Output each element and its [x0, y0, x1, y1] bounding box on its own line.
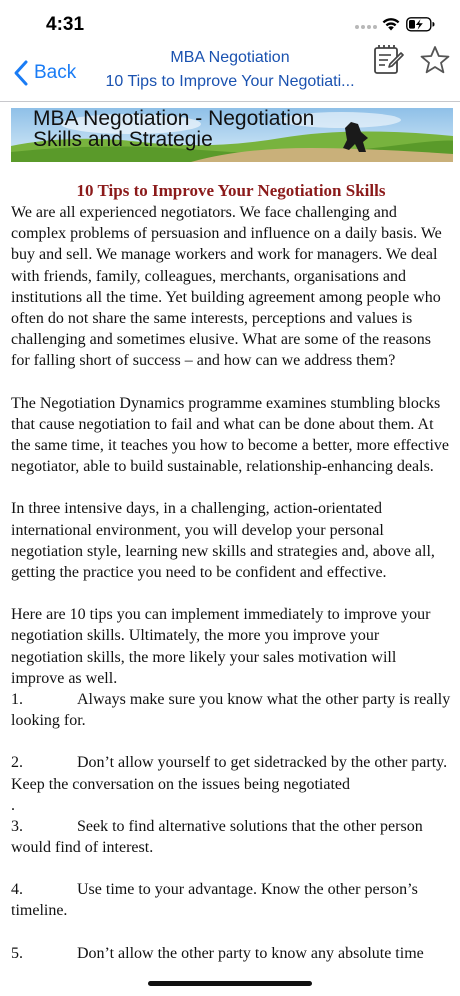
tip-text: Don’t allow yourself to get sidetracked by the other party. Keep the conversation on the issues being negotiated — [11, 754, 448, 793]
article-title: 10 Tips to Improve Your Negotiation Skills — [76, 181, 386, 200]
banner-line1: MBA Negotiation - Negotiation — [33, 108, 315, 130]
tip-item — [11, 689, 451, 731]
tip-number: 5. — [11, 944, 23, 962]
tip-number: 3. — [11, 817, 23, 835]
stray-dot: . — [11, 796, 15, 814]
banner-line2: Skills and Strategie — [33, 128, 213, 151]
tip-number: 2. — [11, 754, 23, 772]
edit-note-icon[interactable] — [372, 44, 404, 76]
tip-item — [11, 943, 451, 964]
battery-charging-icon — [406, 17, 436, 32]
nav-title — [88, 46, 372, 94]
tip-number: 4. — [11, 881, 23, 899]
status-bar — [0, 0, 460, 44]
navigation-bar — [0, 44, 460, 100]
back-label: Back — [34, 62, 77, 83]
tip-text: Always make sure you know what the other party is really looking for. — [11, 691, 451, 730]
tip-item — [11, 879, 451, 921]
tip-text: Use time to your advantage. Know the other person’s timeline. — [11, 881, 418, 920]
star-icon[interactable] — [419, 45, 451, 75]
cellular-signal-icon — [355, 25, 377, 29]
wifi-icon — [381, 16, 401, 32]
tip-text: Seek to find alternative solutions that the other person would find of interest. — [11, 817, 423, 857]
article-body — [11, 180, 451, 964]
banner-image — [11, 108, 453, 162]
nav-title-line2: 10 Tips to Improve Your Negotiati... — [105, 73, 355, 90]
home-indicator[interactable] — [148, 981, 312, 986]
tip-item — [11, 816, 451, 858]
back-button[interactable] — [12, 58, 76, 88]
article-paragraph: The Negotiation Dynamics programme examines stumbling blocks that cause negotiation to fail and what can be done about them. At the same time, it teaches you how to become a better, more effective negotiator, able to build sustainable, relationship-enhancing deals. — [11, 394, 449, 476]
chevron-left-icon — [12, 58, 32, 88]
article-paragraph: Here are 10 tips you can implement immediately to improve your negotiation skills. Ultimately, the more you improve your negotiation skills, the more likely your sales motivation will improve as well. — [11, 606, 431, 687]
article-paragraph: We are all experienced negotiators. We face challenging and complex problems of persuasion and influence on a daily basis. We buy and sell. We manage workers and work for managers. We deal with friends, family, colleagues, merchants, organisations and institutions all the time. Yet building agreement among people who often do not share the same interests, perceptions and values is challenging and sometimes elusive. What are some of the reasons for falling short of success – and how can we address them? — [11, 204, 442, 370]
banner-text — [33, 108, 314, 150]
tip-text: Don’t allow the other party to know any absolute time — [77, 944, 424, 962]
article-paragraph: In three intensive days, in a challenging, action-orientated international environment, you will develop your personal negotiation style, learning new skills and strategies and, above all, getting the practice you need to be confident and effective. — [11, 500, 435, 582]
status-time: 4:31 — [46, 14, 85, 35]
nav-title-line1: MBA Negotiation — [170, 49, 290, 66]
tip-number: 1. — [11, 691, 23, 709]
nav-divider — [0, 101, 460, 102]
tip-item — [11, 752, 451, 794]
